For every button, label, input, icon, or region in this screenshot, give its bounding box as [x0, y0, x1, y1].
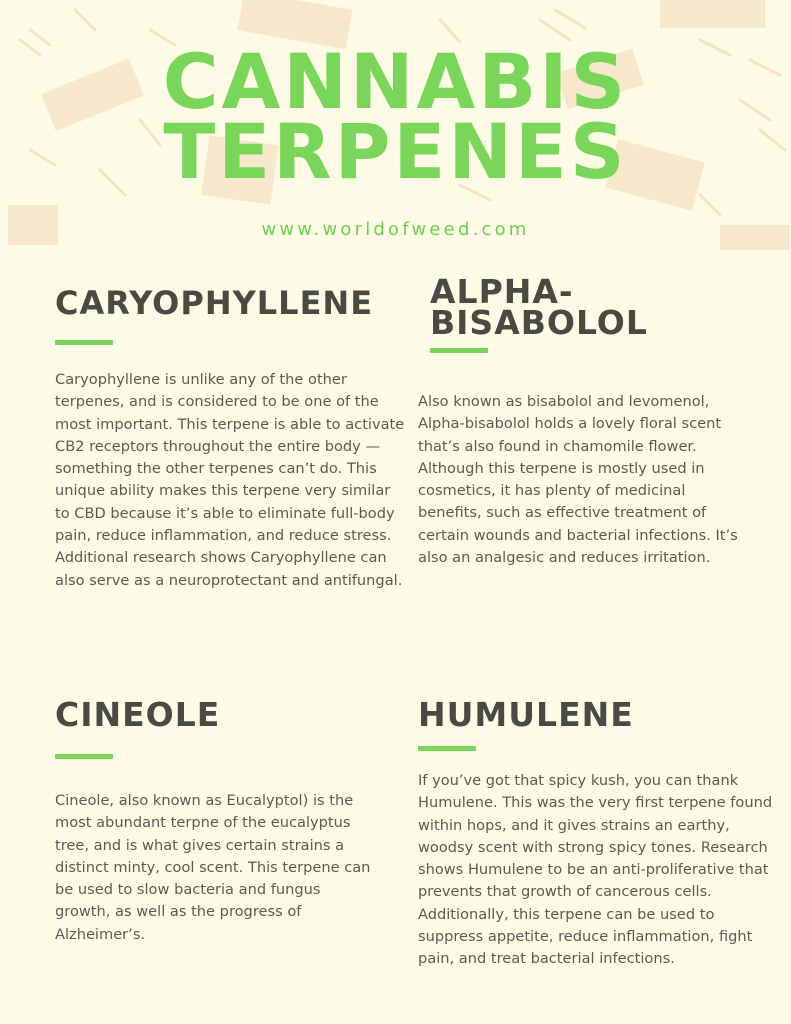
title-line-2: TERPENES: [163, 107, 628, 196]
header: [0, 0, 791, 250]
section-heading-cineole: CINEOLE: [55, 695, 221, 734]
section-heading-alpha-bisabolol-line-2: BISABOLOL: [430, 303, 648, 342]
section-heading-humulene: HUMULENE: [418, 695, 634, 734]
section-underline: [418, 746, 476, 751]
section-body-caryophyllene: Caryophyllene is unlike any of the other terpenes, and is considered to be one of the most important. This terpene is able to activate CB2 receptors throughout the entire body — something the other terpenes can’t do. This unique ability makes this terpene very similar to CBD because it’s able to eliminate full-body pain, reduce inflammation, and reduce stress. Additional research shows Caryophyllene can also serve as a neuroprotectant and antifungal.: [55, 371, 405, 589]
section-heading-caryophyllene: CARYOPHYLLENE: [55, 284, 374, 322]
section-body-humulene: If you’ve got that spicy kush, you can thank Humulene. This was the very first terpene found within hops, and it gives strains an earthy, woodsy scent with strong spicy tones. Research shows Humulene to be an anti-proliferative that prevents that growth of cancerous cells. Additionally, this terpene can be used to suppress appetite, reduce inflammation, fight pain, and treat bacterial infections.: [418, 772, 773, 968]
title-line-1: CANNABIS: [162, 37, 629, 126]
section-underline: [55, 754, 113, 759]
section-heading-alpha-bisabolol-line-1: ALPHA-: [430, 272, 574, 311]
section-body-alpha-bisabolol: Also known as bisabolol and levomenol, Alpha-bisabolol holds a lovely floral scent that’s also found in chamomile flower. Although this terpene is mostly used in cosmetics, it has plenty of medicinal benefits, such as effective treatment of certain wounds and bacterial infections. It’s also an analgesic and reduces irritation.: [418, 393, 738, 567]
website-url: www.worldofweed.com: [261, 219, 530, 240]
section-underline: [430, 348, 488, 353]
section-underline: [55, 340, 113, 345]
section-body-cineole: Cineole, also known as Eucalyptol) is the most abundant terpne of the eucalyptus tree, and is what gives certain strains a distinct minty, cool scent. This terpene can be used to slow bacteria and fungus growth, as well as the progress of Alzheimer’s.: [55, 792, 371, 943]
